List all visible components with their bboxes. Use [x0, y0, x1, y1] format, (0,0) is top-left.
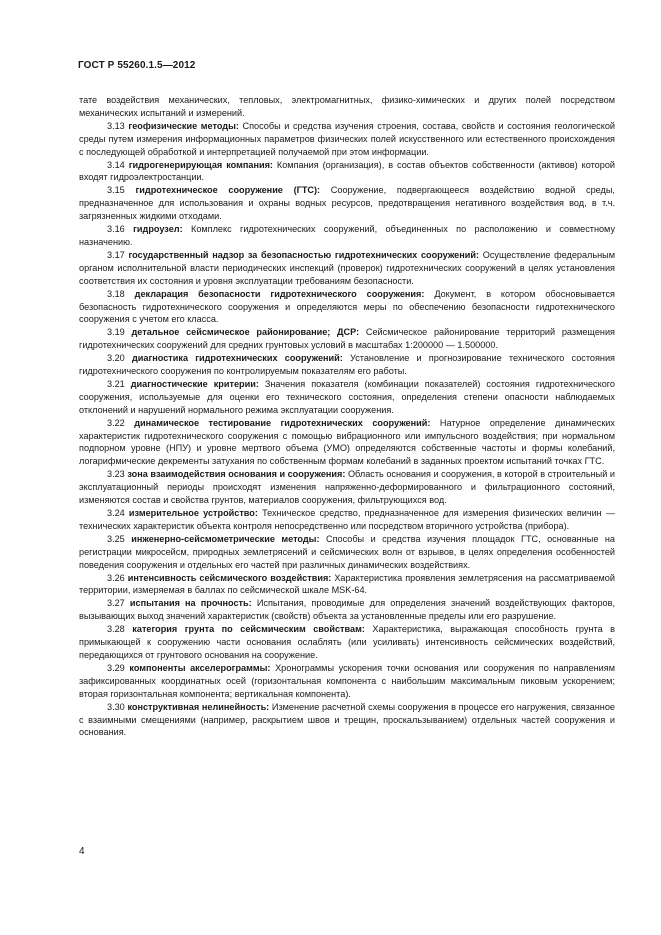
definition-term: детальное сейсмическое районирование; ДСР:	[131, 327, 360, 338]
definition-number: 3.20	[107, 353, 125, 364]
definition-term: измерительное устройство:	[128, 508, 258, 518]
definition-item	[79, 249, 615, 288]
definition-term: зона взаимодействия основания и сооружения:	[127, 469, 346, 480]
definition-text: Способы и средства изучения площадок ГТС, основанные на регистрации микросейсм, природных землетрясений и сейсмических волн от взрывов, в целях определения особенностей поведения сооружения и отдельных его частей при различных динамических воздействиях.	[79, 533, 615, 570]
definition-item	[79, 326, 615, 352]
definition-text: Испытания, проводимые для определения значений воздействующих факторов, вызывающих выход значений характеристик (свойств) объекта за установленные пределы или его разрушение.	[79, 598, 615, 622]
definition-term: диагностика гидротехнических сооружений:	[131, 353, 343, 364]
definition-text: Компания (организация), в состав объектов собственности (активов) которой входят гидроэлектростанции.	[79, 159, 615, 183]
intro-continuation: тате воздействия механических, тепловых, электромагнитных, физико-химических и других полей посредством механических испытаний и измерений.	[79, 95, 615, 118]
definition-term: гидроузел:	[133, 224, 183, 235]
definition-text: Значения показателя (комбинации показателей) состояния гидротехнического сооружения, используемые для оценки его технического состояния, определения степени опасности наблюдаемых отклонений и нарушений нормального режима эксплуатации сооружения.	[79, 378, 615, 415]
definition-term: испытания на прочность:	[129, 598, 252, 609]
definition-text: Натурное определение динамических характеристик гидротехнического сооружения с помощью вибрационного или импульсного воздействия; при нормальном подпорном уровне (НПУ) и уровне мертвого объема (УМО) определяются собственные частоты и формы колебаний, логарифмические декременты затухания по собственным формам колебаний в заданных проектом испытаний точках ГТС.	[79, 417, 615, 467]
definition-item	[79, 572, 615, 598]
definition-number: 3.27	[107, 598, 125, 609]
definition-text: Документ, в котором обосновывается безопасность гидротехнического сооружения и определяются меры по обеспечению безопасности гидротехнического сооружения с учетом его класса.	[79, 288, 615, 325]
definition-item	[79, 223, 615, 249]
definition-text: Техническое средство, предназначенное для измерения физических величин — технических характеристик объекта контроля непосредственно или посредством вторичного устройства (прибора).	[79, 508, 615, 531]
definition-term: гидротехническое сооружение (ГТС):	[135, 185, 321, 196]
definition-number: 3.28	[107, 624, 125, 635]
definition-text: Комплекс гидротехнических сооружений, объединенных по расположению и совместному назначению.	[79, 224, 616, 247]
definition-text: Характеристика, выражающая способность грунта в примыкающей к сооружению части основания ослаблять (или усиливать) интенсивность сейсмических воздействий, передающихся от грунтового основания на сооружение.	[79, 624, 616, 660]
definition-term: конструктивная нелинейность:	[127, 701, 270, 712]
definition-item	[79, 288, 615, 327]
definition-term: декларация безопасности гидротехнического сооружения:	[134, 288, 425, 299]
definition-number: 3.19	[107, 327, 125, 338]
definition-number: 3.29	[107, 662, 125, 673]
definition-term: компоненты акселерограммы:	[129, 662, 271, 673]
definition-term: государственный надзор за безопасностью гидротехнических сооружений:	[128, 249, 480, 260]
definition-item	[79, 417, 615, 469]
definition-text: Сооружение, подвергающееся воздействию водной среды, предназначенное для использования и охраны водных ресурсов, предотвращения негативного воздействия вод, в т.ч. загрязненных жидкими отходами.	[79, 185, 615, 222]
definition-text: Характеристика проявления землетрясения на рассматриваемой территории, измеряемая в баллах по сейсмической шкале MSK-64.	[79, 572, 615, 596]
definition-text: Установление и прогнозирование технического состояния гидротехнического сооружения по контролируемым показателям его работы.	[79, 353, 615, 377]
definition-text: Осуществление федеральным органом исполнительной власти периодических инспекций (проверок) гидротехнических сооружений в целях установления соответствия их состояния и уровня эксплуатации требованиям безопасности.	[79, 249, 616, 286]
definition-term: гидрогенерирующая компания:	[128, 159, 273, 170]
definition-item	[79, 623, 615, 662]
definition-number: 3.15	[107, 185, 125, 196]
definition-number: 3.14	[107, 159, 125, 170]
definition-number: 3.16	[107, 224, 125, 235]
definition-number: 3.13	[107, 120, 125, 131]
definition-text: Хронограммы ускорения точки основания или сооружения по направлениям зафиксированных координатных осей (горизонтальная компонента с наибольшим максимальным пиковым ускорением; вторая горизонтальная компонента; вертикальная компонента).	[79, 662, 615, 699]
page-number: 4	[79, 846, 85, 857]
definition-item	[79, 597, 615, 623]
definition-number: 3.25	[107, 533, 125, 544]
standard-code: ГОСТ Р 55260.1.5—2012	[78, 60, 196, 71]
definitions-list	[79, 120, 615, 740]
definition-term: геофизические методы:	[128, 120, 239, 131]
definition-number: 3.18	[107, 288, 125, 299]
definition-number: 3.30	[107, 701, 125, 712]
definition-number: 3.23	[107, 469, 125, 480]
definition-item	[79, 184, 615, 223]
definition-text: Изменение расчетной схемы сооружения в процессе его нагружения, связанное с взаимными смещениями (например, раскрытием швов и трещин, проскальзыванием) отдельных частей сооружения и основания.	[79, 701, 615, 738]
definition-term: интенсивность сейсмического воздействия:	[127, 572, 332, 583]
definition-term: категория грунта по сейсмическим свойствам:	[132, 624, 365, 635]
definition-term: динамическое тестирование гидротехнических сооружений:	[134, 417, 431, 428]
definition-term: инженерно-сейсмометрические методы:	[131, 533, 320, 544]
definition-item	[79, 533, 615, 572]
definition-item	[79, 378, 615, 417]
definition-item	[79, 159, 615, 185]
definition-number: 3.24	[107, 508, 125, 518]
document-body	[79, 94, 615, 739]
definition-number: 3.22	[107, 417, 125, 428]
document-header	[78, 60, 195, 71]
definition-term: диагностические критерии:	[130, 378, 259, 389]
definition-item	[79, 120, 615, 159]
definition-item	[79, 507, 615, 533]
definition-item	[79, 701, 615, 740]
definition-text: Способы и средства изучения строения, состава, свойств и состояния геологической среды путем измерения информационных параметров физических полей искусственного или естественного происхождения с последующей обработкой и интерпретацией получаемой при этом информации.	[79, 120, 616, 157]
definition-text: Сейсмическое районирование территорий размещения гидротехнических сооружений для средних грунтовых условий в масштабах 1:200000 — 1.500000.	[79, 327, 615, 351]
definition-number: 3.26	[107, 572, 125, 583]
definition-number: 3.21	[107, 378, 125, 389]
definition-number: 3.17	[107, 249, 125, 260]
definition-item	[79, 352, 615, 378]
definition-item	[79, 662, 615, 701]
definition-text: Область основания и сооружения, в которой в строительный и эксплуатационный периоды происходят изменения напряженно-деформированного и фильтрационного состояний, изменяются состав и свойства грунтов, материалов сооружения, фильтрующихся вод.	[79, 469, 615, 506]
definition-item	[79, 468, 615, 507]
